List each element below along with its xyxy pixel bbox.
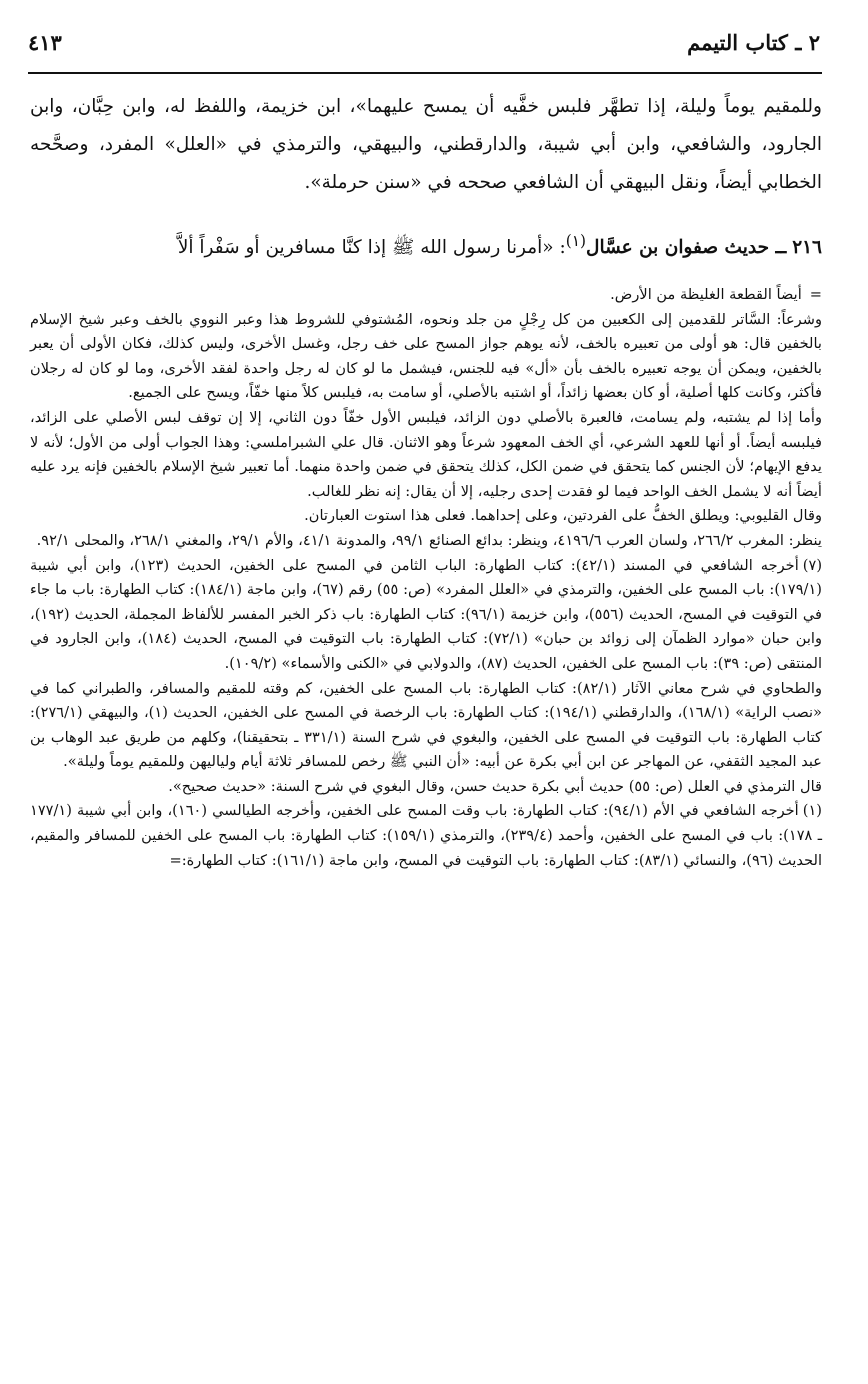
end-continuation-marker: = [169,851,182,869]
footnote-paragraph: وقال القليوبي: ويطلق الخفُّ على الفردتين، وعلى إحداهما. فعلى هذا استوت العبارتان. [304,507,822,525]
hadith-heading-line [30,223,822,266]
running-title: ٢ ـ كتاب التيمم [687,30,820,55]
footnote-ref: (١) [565,232,587,250]
footnote-continuation-first: =أيضاً القطعة الغليظة من الأرض. [30,283,822,308]
footnote-paragraph: والطحاوي في شرح معاني الآثار (٨٢/١): كتاب الطهارة: باب المسح على الخفين، كم وقته للمقيم والمسافر، والطبراني كما في «نصب الراية» (١٦٨/١)، والدارقطني (١٩٤/١): كتاب الطهارة: باب الرخصة في المسح على الخفين، الحديث (١)، والبيهقي (٢٧٦/١): كتاب الطهارة: باب التوقيت في المسح على الخفين، والبغوي في شرح السنة (٣٣١/١ ـ بتحقيقنا)، وكلهم من طريق عبد الوهاب بن عبد المجيد الثقفي، عن المهاجر عن ابن أبي بكرة عن أبيه: «أن النبي ﷺ رخص للمسافر ثلاثة أيام ولياليهن وللمقيم يوماً وليلة». [30,679,822,771]
page-number: ٤١٣ [28,30,62,55]
page-header [28,30,820,66]
footnote-label: (٧) [802,556,823,574]
continuation-marker: = [809,286,822,303]
hadith-heading: ــ حديث صفوان بن عسَّال [586,237,787,259]
main-paragraph: وللمقيم يوماً وليلة، إذا تطهَّر فلبس خفَّيه أن يمسح عليهما»، ابن خزيمة، واللفظ له، وابن حِبَّان، وابن الجارود، والشافعي، وابن أبي شيبة، والدارقطني، والبيهقي، والترمذي في «العلل» المفرد، وصحَّحه الخطابي أيضاً، ونقل البيهقي أن الشافعي صححه في «سنن حرملة». [30,96,822,193]
footnote-paragraph: قال الترمذي في العلل (ص: ٥٥) حديث أبي بكرة حديث حسن، وقال البغوي في شرح السنة: «حديث صحيح». [168,777,822,795]
footnote-paragraph: ينظر: المغرب ٢٦٦/٢، ولسان العرب ٤١٩٦/٦، وينظر: بدائع الصنائع ٩٩/١، والمدونة ٤١/١، والأم ٢٩/١، والمغني ٢٦٨/١، والمحلى ٩٢/١. [36,531,822,549]
footnote-paragraph: وأما إذا لم يشتبه، ولم يسامت، فالعبرة بالأصلي دون الزائد، فيلبس الأول خفّاً دون الثاني، إلا إن توقف لبس الأصلي على الزائد، فيلبسه أيضاً. أو أنها للعهد الشرعي، أي الخف المعهود شرعاً وهو الاثنان. قال علي الشبراملسي: وهذا الجواب أولى من الأول؛ لأنه لا يدفع الإيهام؛ لأن الجنس كما يتحقق في ضمن الكل، كذلك يتحقق في ضمن واحدة منهما. أما تعبير شيخ الإسلام بالخفين فإنه يرد عليه أيضاً أنه لا يشمل الخف الواحد فيما لو فقدت إحدى رجليه، إلا أن يقال: إنه نظر للغالب. [30,408,822,500]
footnotes [30,283,822,873]
footnote-1: (١)أخرجه الشافعي في الأم (٩٤/١): كتاب الطهارة: باب وقت المسح على الخفين، وأخرجه الطيالسي (١٦٠)، وابن أبي شيبة (١٧٧/١ ـ ١٧٨): باب في المسح على الخفين، وأحمد (٢٣٩/٤)، والترمذي (١٥٩/١): كتاب الطهارة: باب المسح على الخفين للمسافر والمقيم، الحديث (٩٦)، والنسائي (٨٣/١): كتاب الطهارة: باب التوقيت في المسح، وابن ماجة (١٦١/١): كتاب الطهارة:= [30,799,822,873]
footnote-label: (١) [802,802,822,820]
main-text [30,88,822,202]
hadith-number: ٢١٦ [792,237,822,259]
footnote-7: (٧)أخرجه الشافعي في المسند (٤٢/١): كتاب الطهارة: الباب الثامن في المسح على الخفين، الحديث (١٢٣)، وابن أبي شيبة (١٧٩/١): باب المسح على الخفين، والترمذي في «العلل المفرد» (ص: ٥٥) رقم (٦٧)، وابن ماجة (١٨٤/١): كتاب الطهارة: باب ما جاء في التوقيت في المسح، الحديث (٥٥٦)، وابن خزيمة (٩٦/١): كتاب الطهارة: باب ذكر الخبر المفسر للألفاظ المجملة، الحديث (١٩٢)، وابن حبان «موارد الظمآن إلى زوائد بن حبان» (٧٢/١): كتاب الطهارة: باب التوقيت في المسح، الحديث (١٨٤)، وابن الجارود في المنتقى (ص: ٣٩): باب المسح على الخفين، الحديث (٨٧)، والدولابي في «الكنى والأسماء» (١٠٩/٢). [30,554,822,677]
header-rule [28,72,822,74]
footnote-paragraph: وشرعاً: السَّاتر للقدمين إلى الكعبين من كل رِجْلٍ من جلد ونحوه، المُشتوفي للشروط هذا وعبر النووي بالخف وعبر شيخ الإسلام بالخفين قال: هو أولى من تعبيره بالخف، لأنه يوهم جواز المسح على خف رجل، وغسل الأخرى، وليس كذلك، فكان الأولى أن يعبر بالخفين، ويمكن أن يوجه تعبيره بالخف بأن «أل» فيه للجنس، فيشمل ما لو كان له رجل واحدة لفقد الأخرى، وما لو كان له رجلان فأكثر، وكانت كلها أصلية، أو كان بعضها زائداً، أو اشتبه بالأصلي، أو سامت به، فيلبس كلاً منها خفّاً، ويسح على الجميع. [30,310,822,402]
hadith-text: : «أمرنا رسول الله ﷺ إذا كنَّا مسافرين أو سَفْراً ألاَّ [177,237,566,259]
